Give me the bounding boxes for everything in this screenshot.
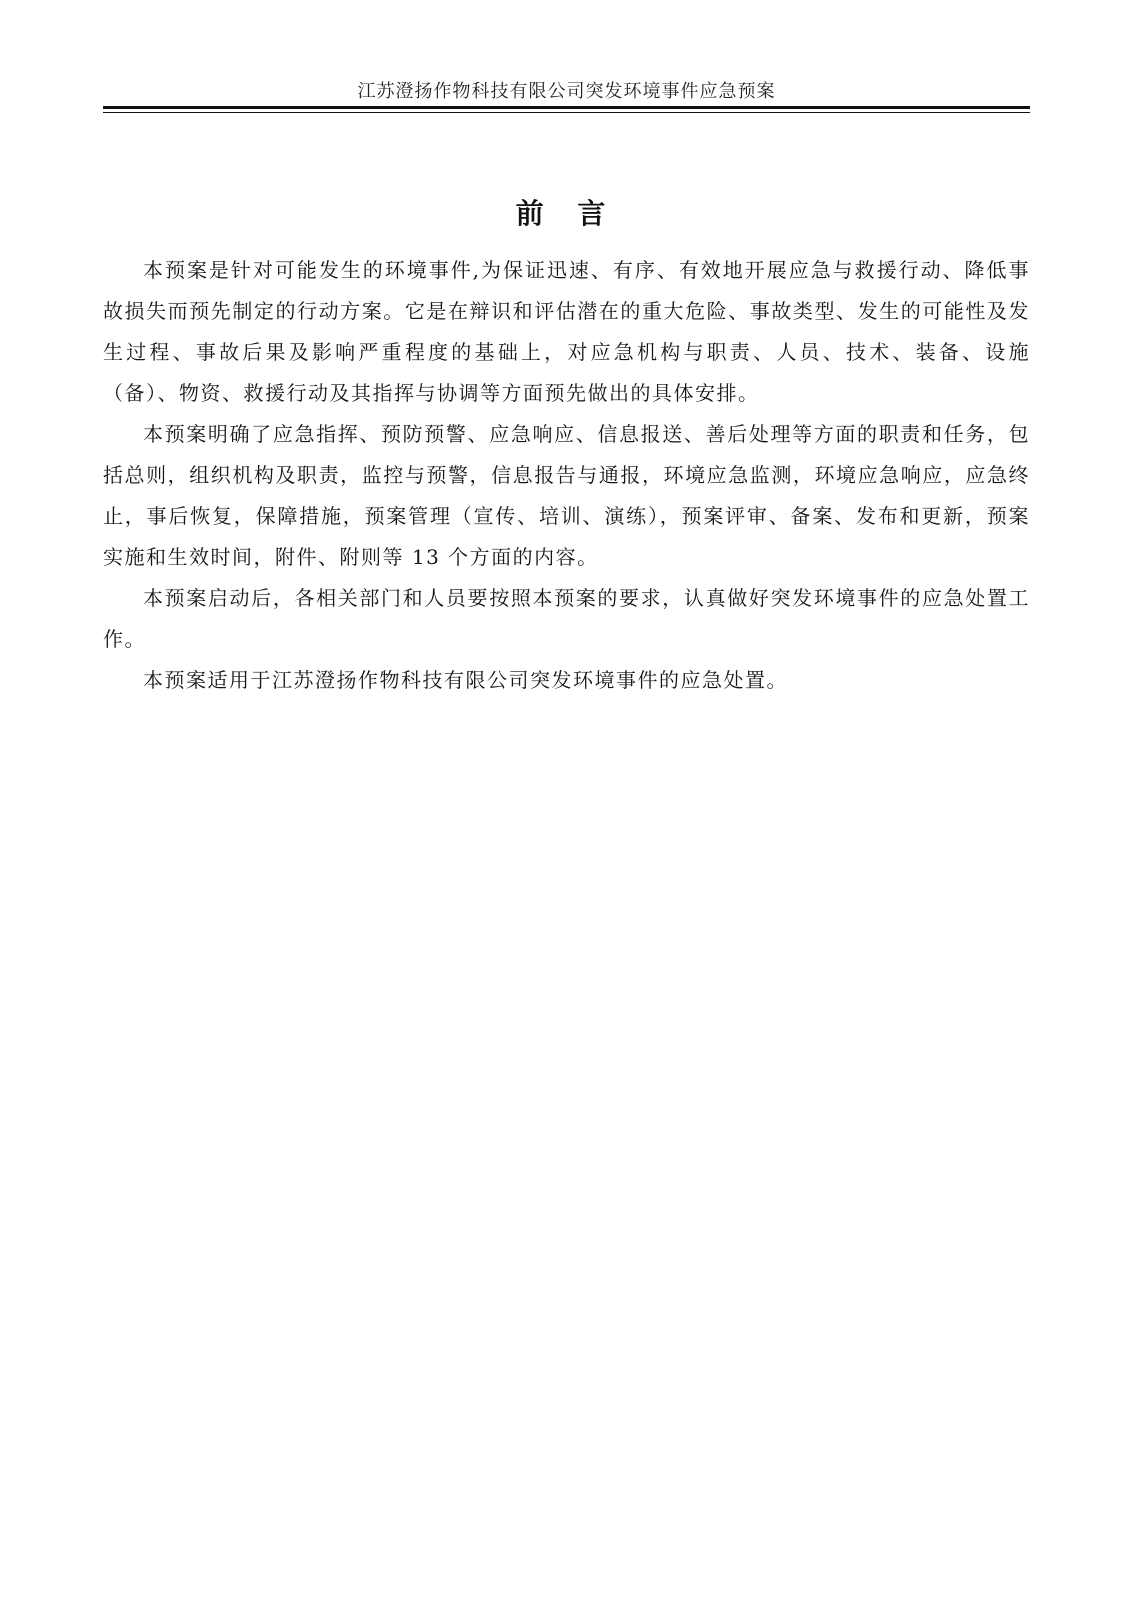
- paragraph-1: 本预案是针对可能发生的环境事件,为保证迅速、有序、有效地开展应急与救援行动、降低事故损失而预先制定的行动方案。它是在辩识和评估潜在的重大危险、事故类型、发生的可能性及发生过程、事故后果及影响严重程度的基础上，对应急机构与职责、人员、技术、装备、设施（备）、物资、救援行动及其指挥与协调等方面预先做出的具体安排。: [103, 258, 1030, 405]
- running-header: 江苏澄扬作物科技有限公司突发环境事件应急预案: [357, 81, 776, 102]
- paragraph-2: 本预案明确了应急指挥、预防预警、应急响应、信息报送、善后处理等方面的职责和任务，包括总则，组织机构及职责，监控与预警，信息报告与通报，环境应急监测，环境应急响应，应急终止，事后恢复，保障措施，预案管理（宣传、培训、演练），预案评审、备案、发布和更新，预案实施和生效时间，附件、附则等 13 个方面的内容。: [103, 422, 1030, 569]
- header-rule-thick: [103, 106, 1030, 109]
- paragraph-4: 本预案适用于江苏澄扬作物科技有限公司突发环境事件的应急处置。: [143, 668, 788, 692]
- paragraph-3: 本预案启动后，各相关部门和人员要按照本预案的要求，认真做好突发环境事件的应急处置工作。: [103, 586, 1030, 651]
- page-title: 前 言: [515, 197, 618, 230]
- document-body: [103, 250, 1030, 701]
- header-rule-thin: [103, 112, 1030, 113]
